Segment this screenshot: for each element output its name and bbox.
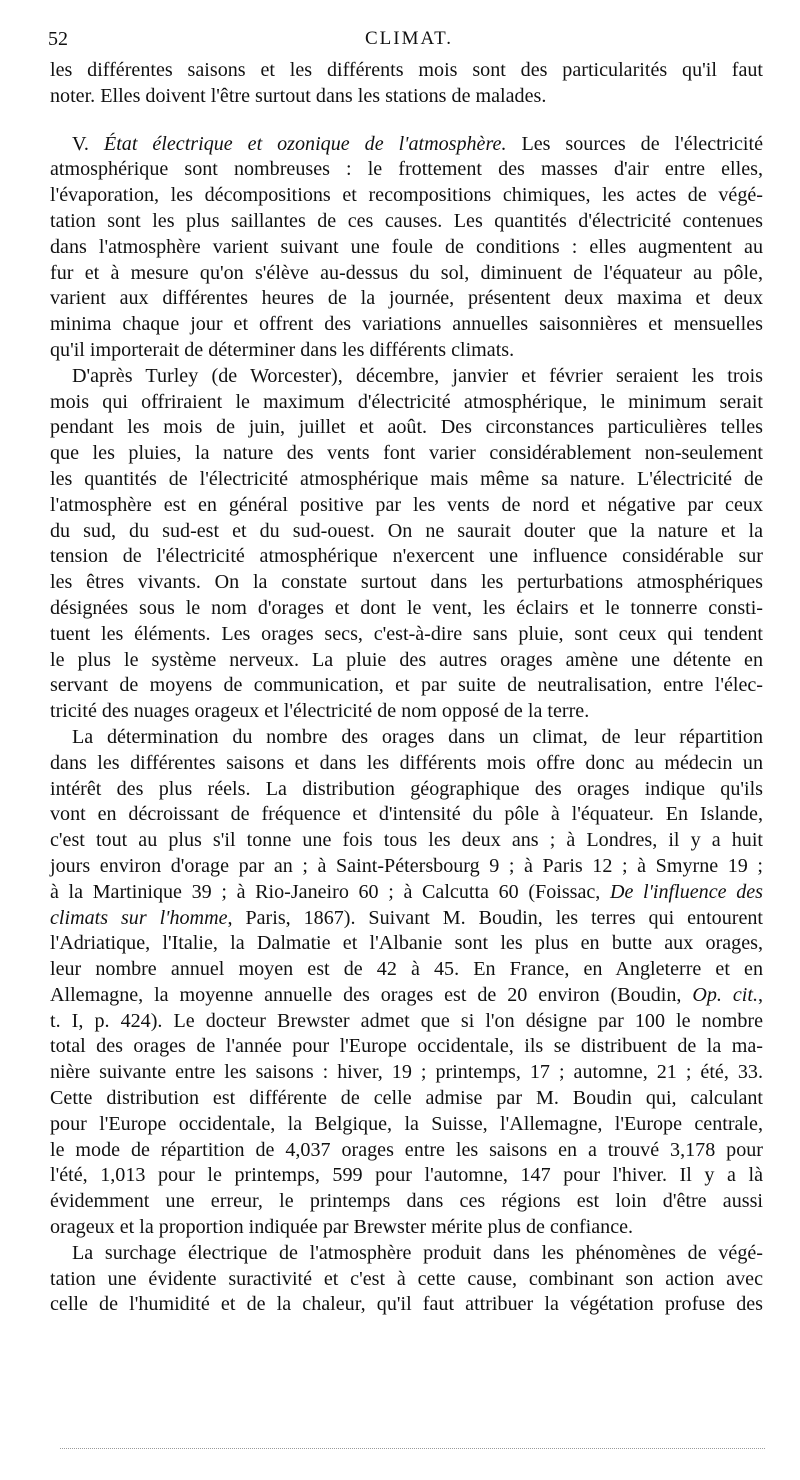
text-line: pour l'Europe occidentale, la Belgique, la Suisse, l'Allemagne, l'Europe centrale, bbox=[50, 1112, 763, 1135]
text-run: , bbox=[757, 983, 763, 1006]
text-line: l'atmosphère est en général positive par les vents de nord et négative par ceux bbox=[50, 493, 763, 516]
text-line: nière suivante entre les saisons : hiver, 19 ; printemps, 17 ; automne, 21 ; été, 33. bbox=[50, 1061, 763, 1084]
text-line: tension de l'électricité atmosphérique n'exercent une influence considérable sur bbox=[50, 545, 763, 568]
text-line: La surchage électrique de l'atmosphère produit dans les phénomènes de végé- bbox=[72, 1241, 763, 1264]
bottom-dotted-rule bbox=[60, 1448, 765, 1449]
italic-citation: climats sur l'homme bbox=[50, 906, 228, 929]
text-line: les différentes saisons et les différents mois sont des particularités qu'il faut bbox=[50, 59, 763, 81]
section-title: État électrique et ozonique de l'atmosphère. bbox=[103, 132, 507, 155]
text-line: D'après Turley (de Worcester), décembre, janvier et février seraient les trois bbox=[72, 364, 763, 387]
section-number: V. bbox=[72, 132, 89, 155]
text-line: varient aux différentes heures de la journée, présentent deux maxima et deux bbox=[50, 287, 763, 310]
text-line: t. I, p. 424). Le docteur Brewster admet que si l'on désigne par 100 le nombre bbox=[50, 1009, 763, 1032]
text-line: celle de l'humidité et de la chaleur, qu'il faut attribuer la végétation profuse des bbox=[50, 1293, 763, 1316]
text-line: dans l'atmosphère varient suivant une foule de conditions : elles augmentent au bbox=[50, 235, 763, 258]
body-text bbox=[50, 58, 763, 1318]
text-line: le plus le système nerveux. La pluie des autres orages amène une détente en bbox=[50, 648, 763, 671]
text-line: qu'il importerait de déterminer dans les différents climats. bbox=[50, 338, 515, 361]
text-line bbox=[50, 880, 763, 906]
text-line: La détermination du nombre des orages dans un climat, de leur répartition bbox=[72, 725, 763, 748]
text-line: jours environ d'orage par an ; à Saint-Pétersbourg 9 ; à Paris 12 ; à Smyrne 19 ; bbox=[50, 854, 763, 877]
text-line: Cette distribution est différente de celle admise par M. Boudin qui, calculant bbox=[50, 1087, 763, 1110]
italic-citation: De l'influence des bbox=[609, 880, 763, 903]
text-line: dans les différentes saisons et dans les différents mois offre donc au médecin un bbox=[50, 751, 763, 774]
text-line: pendant les mois de juin, juillet et août. Des circonstances particulières telles bbox=[50, 416, 763, 439]
text-line: orageux et la proportion indiquée par Brewster mérite plus de confiance. bbox=[50, 1216, 634, 1239]
text-run: Allemagne, la moyenne annuelle des orages est de 20 environ (Boudin, bbox=[50, 983, 693, 1006]
text-line: tation une évidente suractivité et c'est à cette cause, combinant son action avec bbox=[50, 1267, 763, 1290]
running-head: CLIMAT. bbox=[364, 28, 454, 49]
text-run: à la Martinique 39 ; à Rio-Janeiro 60 ; à Calcutta 60 (Foissac, bbox=[50, 880, 610, 903]
text-line: les êtres vivants. On la constate surtout dans les perturbations atmosphériques bbox=[50, 571, 763, 594]
italic-citation: Op. cit. bbox=[692, 983, 758, 1006]
text-line: noter. Elles doivent l'être surtout dans les stations de malades. bbox=[50, 84, 547, 107]
text-line: tuent les éléments. Les orages secs, c'est-à-dire sans pluie, sont ceux qui tendent bbox=[50, 622, 763, 645]
text-line: minima chaque jour et offrent des variations annuelles saisonnières et mensuelles bbox=[50, 313, 763, 336]
page-header bbox=[48, 28, 770, 58]
text-line: total des orages de l'année pour l'Europe occidentale, ils se distribuent de la ma- bbox=[50, 1035, 763, 1058]
section-first-line-rest: Les sources de l'électricité bbox=[506, 132, 763, 155]
text-line: l'évaporation, les décompositions et recompositions chimiques, les actes de végé- bbox=[50, 184, 763, 207]
text-line: l'Adriatique, l'Italie, la Dalmatie et l'Albanie sont les plus en butte aux orages, bbox=[50, 932, 763, 955]
text-line: mois qui offriraient le maximum d'électricité atmosphérique, le minimum serait bbox=[50, 390, 763, 413]
text-line: fur et à mesure qu'on s'élève au-dessus du sol, diminuent de l'équateur au pôle, bbox=[50, 261, 763, 284]
text-line bbox=[50, 906, 763, 932]
text-line: tation sont les plus saillantes de ces causes. Les quantités d'électricité contenues bbox=[50, 209, 763, 232]
text-line bbox=[50, 983, 763, 1009]
section-gap bbox=[50, 110, 763, 132]
page-number: 52 bbox=[48, 28, 68, 50]
text-line: les quantités de l'électricité atmosphérique mais même sa nature. L'électricité de bbox=[50, 467, 763, 490]
text-run: , Paris, 1867). Suivant M. Boudin, les terres qui entourent bbox=[227, 906, 763, 929]
text-line: servant de moyens de communication, et par suite de neutralisation, entre l'élec- bbox=[50, 674, 763, 697]
text-line: vont en décroissant de fréquence et d'intensité du pôle à l'équateur. En Islande, bbox=[50, 803, 763, 826]
text-line: tricité des nuages orageux et l'électricité de nom opposé de la terre. bbox=[50, 700, 590, 723]
text-line: le mode de répartition de 4,037 orages entre les saisons en a trouvé 3,178 pour bbox=[50, 1138, 763, 1161]
text-line: que les pluies, la nature des vents font varier considérablement non-seulement bbox=[50, 442, 763, 465]
text-line: l'été, 1,013 pour le printemps, 599 pour l'automne, 147 pour l'hiver. Il y a là bbox=[50, 1164, 763, 1187]
text-line: désignées sous le nom d'orages et dont le vent, les éclairs et le tonnerre consti- bbox=[50, 596, 763, 619]
text-line: intérêt des plus réels. La distribution géographique des orages indique qu'ils bbox=[50, 777, 763, 800]
section-body bbox=[50, 157, 763, 1318]
intro-paragraph bbox=[50, 58, 763, 110]
section-heading-line bbox=[50, 132, 763, 158]
text-line: leur nombre annuel moyen est de 42 à 45. En France, en Angleterre et en bbox=[50, 958, 763, 981]
text-line: c'est tout au plus s'il tonne une fois tous les deux ans ; à Londres, il y a huit bbox=[50, 829, 763, 852]
text-line: atmosphérique sont nombreuses : le frottement des masses d'air entre elles, bbox=[50, 158, 763, 181]
text-line: évidemment une erreur, le printemps dans ces régions est loin d'être aussi bbox=[50, 1190, 763, 1213]
text-line: du sud, du sud-est et du sud-ouest. On ne saurait douter que la nature et la bbox=[50, 519, 763, 542]
